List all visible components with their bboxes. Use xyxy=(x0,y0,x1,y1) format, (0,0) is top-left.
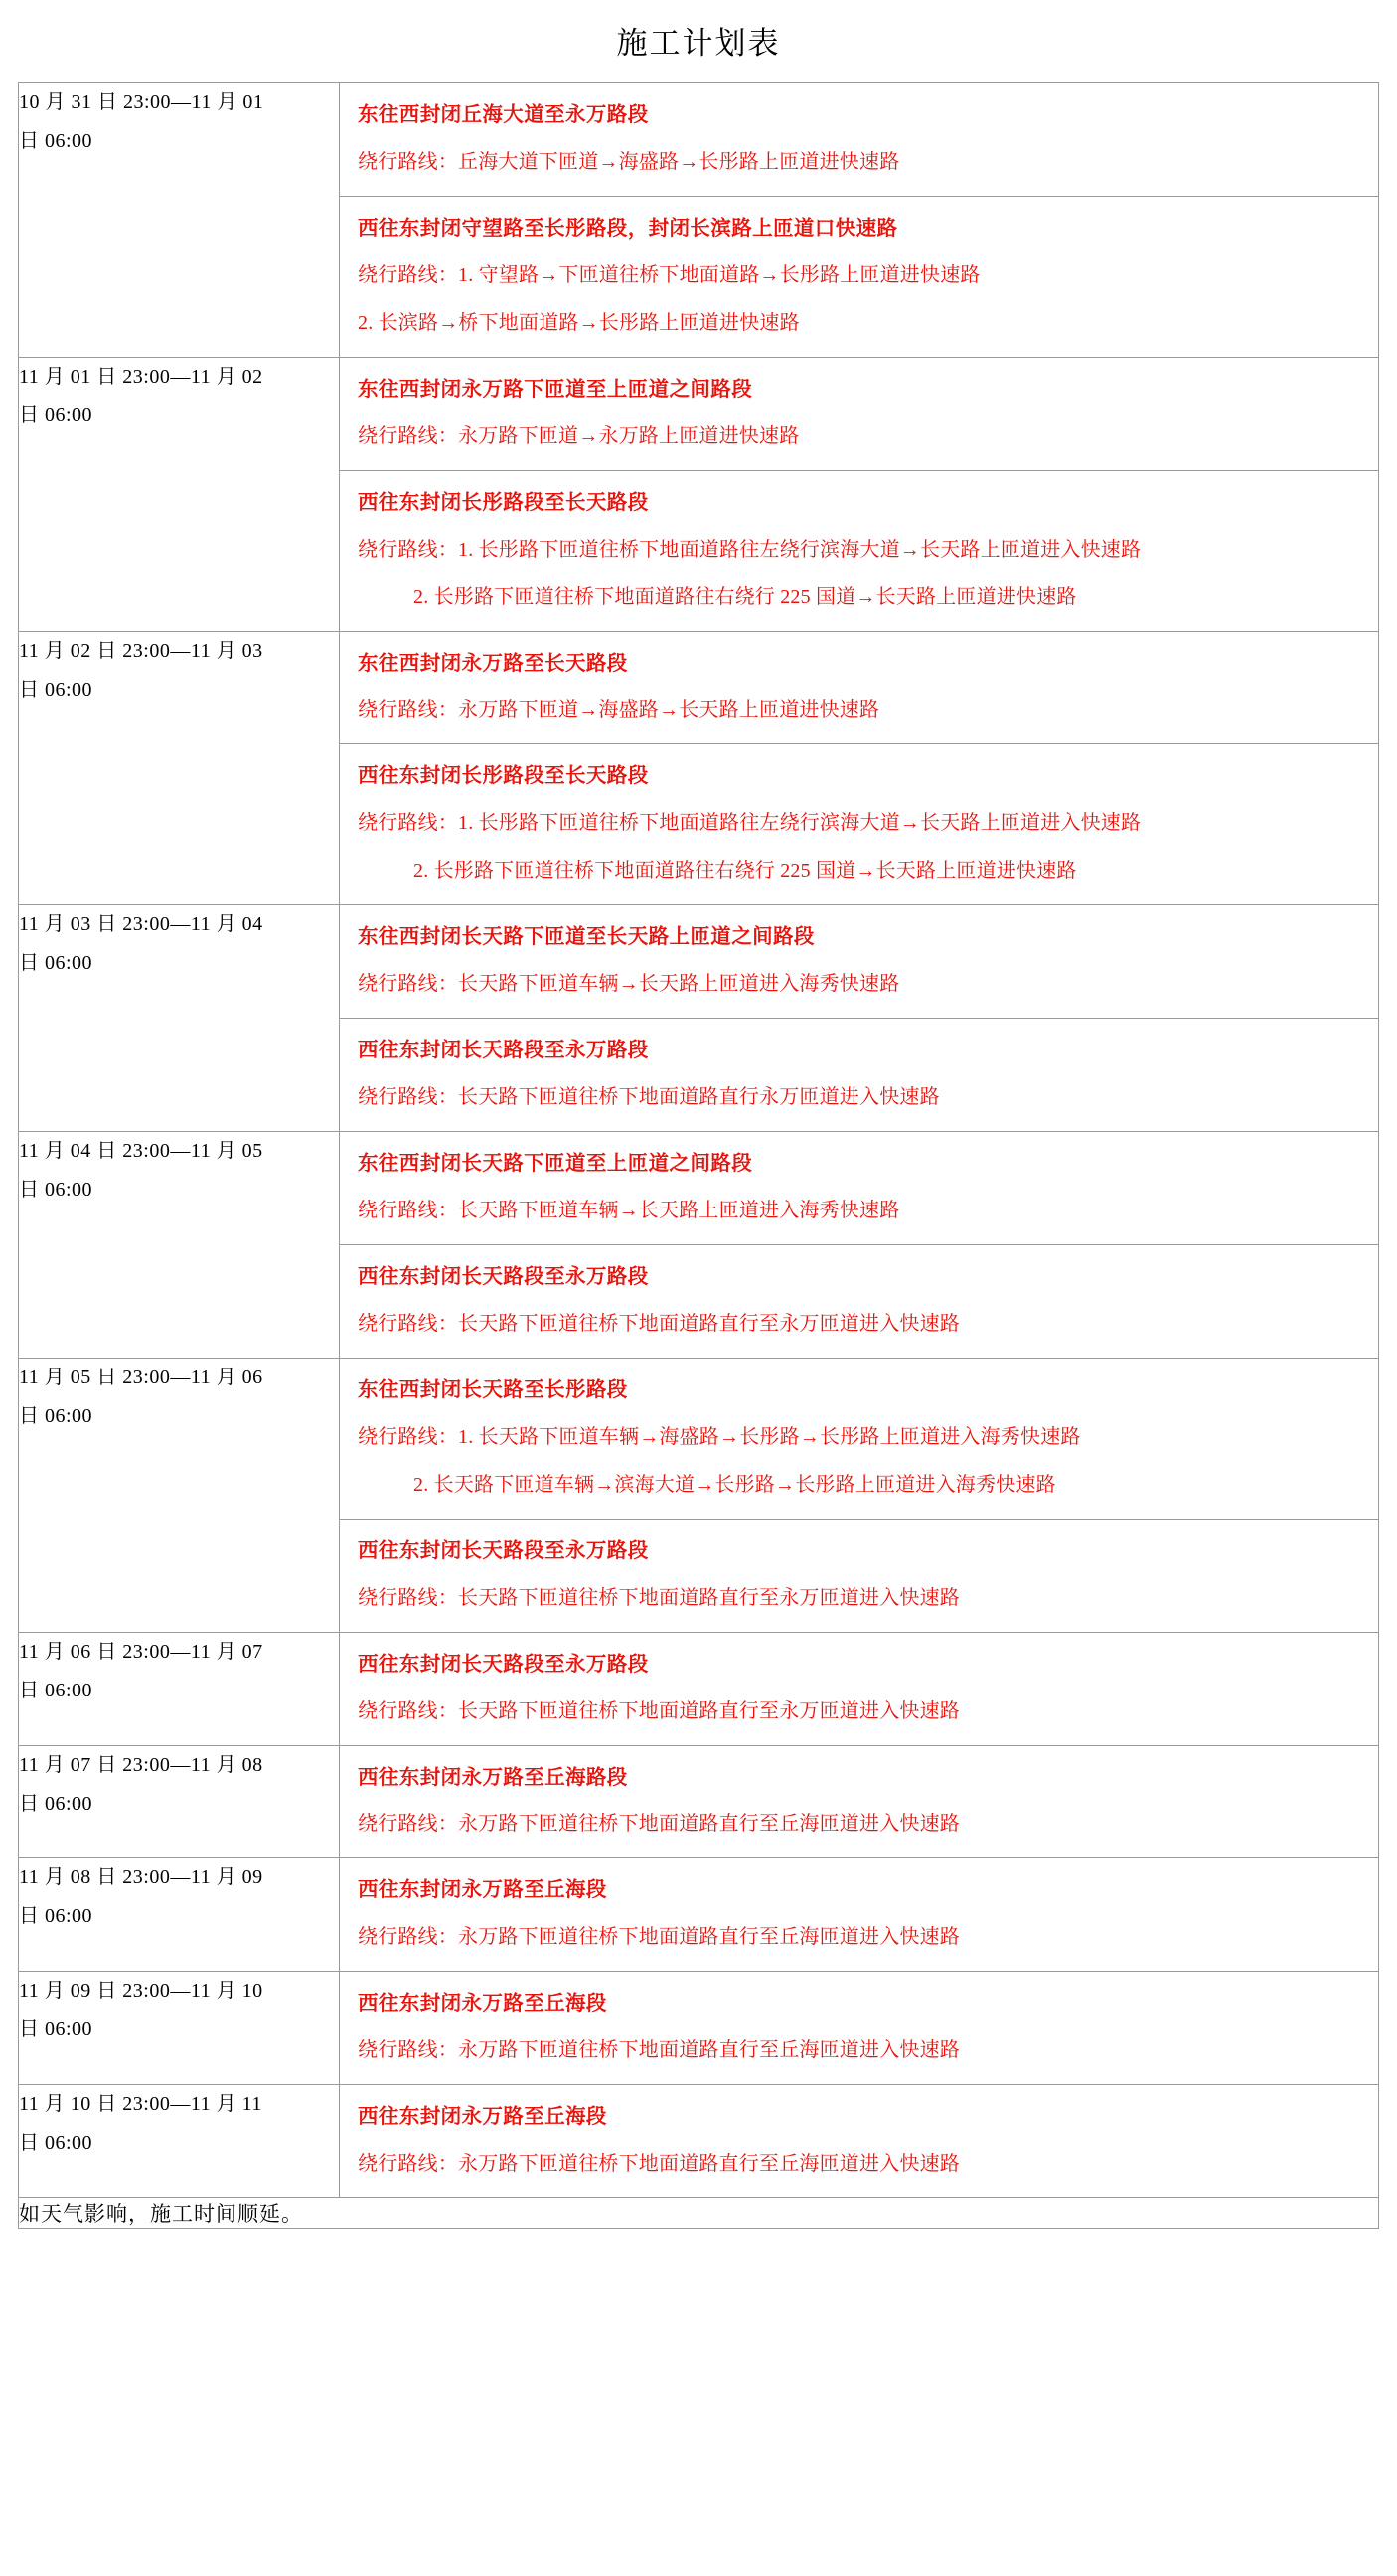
schedule-time-line-2: 日 06:00 xyxy=(19,952,93,975)
schedule-time-cell xyxy=(19,1858,340,1972)
closure-title: 东往西封闭永万路下匝道至上匝道之间路段 xyxy=(358,378,753,401)
schedule-time-line-2: 日 06:00 xyxy=(19,1792,93,1815)
schedule-time-line-1: 11 月 07 日 23:00—11 月 08 xyxy=(19,1753,263,1776)
closure-block xyxy=(340,1132,1378,1245)
closure-block xyxy=(340,1520,1378,1632)
closure-block xyxy=(340,1746,1378,1858)
schedule-time-cell xyxy=(19,1132,340,1359)
closure-title: 西往东封闭长彤路段至长天路段 xyxy=(358,491,649,514)
detour-route-line: 绕行路线：1. 长彤路下匝道往桥下地面道路往左绕行滨海大道→长天路上匝道进入快速路 xyxy=(358,812,1142,835)
schedule-time-line-1: 11 月 06 日 23:00—11 月 07 xyxy=(19,1640,263,1663)
closure-block xyxy=(340,1019,1378,1131)
closure-block xyxy=(340,197,1378,357)
detour-route-line: 绕行路线：长天路下匝道往桥下地面道路直行至永万匝道进入快速路 xyxy=(358,1699,960,1722)
detour-route-line: 绕行路线：永万路下匝道往桥下地面道路直行至丘海匝道进入快速路 xyxy=(358,1813,960,1836)
schedule-time-line-1: 10 月 31 日 23:00—11 月 01 xyxy=(19,91,264,113)
closure-title: 东往西封闭长天路至长彤路段 xyxy=(358,1378,628,1401)
closure-title: 东往西封闭长天路下匝道至长天路上匝道之间路段 xyxy=(358,926,815,949)
schedule-time-cell xyxy=(19,1358,340,1632)
closure-block xyxy=(340,471,1378,631)
closure-detail-cell xyxy=(340,83,1379,358)
detour-route-line: 绕行路线：长天路下匝道往桥下地面道路直行永万匝道进入快速路 xyxy=(358,1086,940,1109)
closure-block xyxy=(340,1633,1378,1745)
schedule-time-line-1: 11 月 08 日 23:00—11 月 09 xyxy=(19,1866,263,1889)
closure-detail-cell xyxy=(340,1358,1379,1632)
closure-detail-cell xyxy=(340,1132,1379,1359)
detour-route-line: 2. 长天路下匝道车辆→滨海大道→长彤路→长彤路上匝道进入海秀快速路 xyxy=(413,1473,1056,1496)
page-title: 施工计划表 xyxy=(616,26,781,61)
detour-route-line: 绕行路线：长天路下匝道车辆→长天路上匝道进入海秀快速路 xyxy=(358,1200,900,1222)
schedule-time-cell xyxy=(19,1972,340,2085)
closure-block xyxy=(340,632,1378,745)
closure-detail-cell xyxy=(340,2085,1379,2198)
closure-title: 东往西封闭永万路至长天路段 xyxy=(358,652,628,675)
closure-detail-cell xyxy=(340,1858,1379,1972)
schedule-time-cell xyxy=(19,83,340,358)
closure-detail-cell xyxy=(340,905,1379,1132)
detour-route-line: 绕行路线：长天路下匝道车辆→长天路上匝道进入海秀快速路 xyxy=(358,973,900,996)
schedule-time-line-2: 日 06:00 xyxy=(19,1404,93,1427)
construction-plan-table xyxy=(18,82,1379,2229)
closure-title: 西往东封闭守望路至长彤路段，封闭长滨路上匝道口快速路 xyxy=(358,217,898,240)
detour-route-line: 绕行路线：永万路下匝道往桥下地面道路直行至丘海匝道进入快速路 xyxy=(358,1926,960,1949)
schedule-time-line-1: 11 月 05 日 23:00—11 月 06 xyxy=(19,1366,263,1388)
closure-block xyxy=(340,1972,1378,2084)
schedule-time-cell xyxy=(19,2085,340,2198)
detour-route-line: 绕行路线：永万路下匝道→海盛路→长天路上匝道进快速路 xyxy=(358,699,880,722)
detour-route-line: 绕行路线：长天路下匝道往桥下地面道路直行至永万匝道进入快速路 xyxy=(358,1312,960,1335)
schedule-time-line-2: 日 06:00 xyxy=(19,403,93,426)
table-row xyxy=(19,631,1379,905)
detour-route-line: 2. 长彤路下匝道往桥下地面道路往右绕行 225 国道→长天路上匝道进快速路 xyxy=(413,860,1077,883)
detour-route-line: 绕行路线：长天路下匝道往桥下地面道路直行至永万匝道进入快速路 xyxy=(358,1586,960,1609)
table-row xyxy=(19,1632,1379,1745)
detour-route-line: 绕行路线：永万路下匝道往桥下地面道路直行至丘海匝道进入快速路 xyxy=(358,2039,960,2062)
schedule-time-line-1: 11 月 03 日 23:00—11 月 04 xyxy=(19,913,263,936)
closure-detail-cell xyxy=(340,1972,1379,2085)
footer-note: 如天气影响，施工时间顺延。 xyxy=(19,2198,1379,2229)
closure-block xyxy=(340,83,1378,197)
closure-title: 西往东封闭永万路至丘海段 xyxy=(358,1879,607,1902)
detour-route-line: 绕行路线：1. 长天路下匝道车辆→海盛路→长彤路→长彤路上匝道进入海秀快速路 xyxy=(358,1425,1081,1448)
closure-block xyxy=(340,1858,1378,1971)
closure-title: 西往东封闭永万路至丘海段 xyxy=(358,2106,607,2129)
closure-block xyxy=(340,1359,1378,1520)
detour-route-line: 绕行路线：永万路下匝道→永万路上匝道进快速路 xyxy=(358,424,800,447)
schedule-time-line-1: 11 月 10 日 23:00—11 月 11 xyxy=(19,2093,262,2116)
detour-route-line: 绕行路线：永万路下匝道往桥下地面道路直行至丘海匝道进入快速路 xyxy=(358,2153,960,2175)
table-row xyxy=(19,83,1379,358)
closure-detail-cell xyxy=(340,357,1379,631)
closure-title: 西往东封闭长天路段至永万路段 xyxy=(358,1653,649,1676)
closure-title: 东往西封闭长天路下匝道至上匝道之间路段 xyxy=(358,1153,753,1176)
schedule-time-cell xyxy=(19,357,340,631)
schedule-time-line-2: 日 06:00 xyxy=(19,1179,93,1202)
closure-title: 西往东封闭长天路段至永万路段 xyxy=(358,1266,649,1289)
table-row xyxy=(19,1972,1379,2085)
closure-block xyxy=(340,744,1378,904)
table-row xyxy=(19,1132,1379,1359)
closure-title: 西往东封闭永万路至丘海段 xyxy=(358,1993,607,2015)
detour-route-line: 绕行路线：1. 守望路→下匝道往桥下地面道路→长彤路上匝道进快速路 xyxy=(358,263,981,286)
table-row xyxy=(19,905,1379,1132)
schedule-time-line-1: 11 月 04 日 23:00—11 月 05 xyxy=(19,1140,263,1163)
closure-block xyxy=(340,1245,1378,1358)
closure-block xyxy=(340,358,1378,471)
closure-title: 西往东封闭永万路至丘海路段 xyxy=(358,1766,628,1789)
schedule-time-line-2: 日 06:00 xyxy=(19,2018,93,2041)
schedule-time-line-1: 11 月 02 日 23:00—11 月 03 xyxy=(19,639,263,662)
schedule-time-cell xyxy=(19,1745,340,1858)
detour-route-line: 绕行路线：丘海大道下匝道→海盛路→长彤路上匝道进快速路 xyxy=(358,150,900,173)
schedule-time-line-2: 日 06:00 xyxy=(19,678,93,701)
schedule-time-line-1: 11 月 09 日 23:00—11 月 10 xyxy=(19,1980,263,2003)
closure-block xyxy=(340,905,1378,1019)
table-row xyxy=(19,1358,1379,1632)
schedule-time-line-1: 11 月 01 日 23:00—11 月 02 xyxy=(19,365,263,388)
table-body xyxy=(19,83,1379,2229)
table-row xyxy=(19,357,1379,631)
footer-note-row xyxy=(19,2198,1379,2229)
closure-block xyxy=(340,2085,1378,2197)
schedule-time-line-2: 日 06:00 xyxy=(19,130,93,152)
detour-route-line: 绕行路线：1. 长彤路下匝道往桥下地面道路往左绕行滨海大道→长天路上匝道进入快速路 xyxy=(358,538,1142,561)
closure-detail-cell xyxy=(340,1632,1379,1745)
schedule-time-cell xyxy=(19,905,340,1132)
closure-detail-cell xyxy=(340,631,1379,905)
detour-route-line: 2. 长彤路下匝道往桥下地面道路往右绕行 225 国道→长天路上匝道进快速路 xyxy=(413,585,1077,608)
closure-title: 西往东封闭长天路段至永万路段 xyxy=(358,1539,649,1562)
schedule-time-line-2: 日 06:00 xyxy=(19,1905,93,1928)
schedule-time-line-2: 日 06:00 xyxy=(19,2132,93,2155)
detour-route-line: 2. 长滨路→桥下地面道路→长彤路上匝道进快速路 xyxy=(358,311,800,334)
schedule-time-cell xyxy=(19,631,340,905)
table-row xyxy=(19,1858,1379,1972)
closure-title: 西往东封闭长彤路段至长天路段 xyxy=(358,765,649,788)
closure-detail-cell xyxy=(340,1745,1379,1858)
schedule-time-cell xyxy=(19,1632,340,1745)
table-row xyxy=(19,1745,1379,1858)
table-row xyxy=(19,2085,1379,2198)
closure-title: 东往西封闭丘海大道至永万路段 xyxy=(358,104,649,126)
closure-title: 西往东封闭长天路段至永万路段 xyxy=(358,1040,649,1062)
schedule-time-line-2: 日 06:00 xyxy=(19,1679,93,1701)
